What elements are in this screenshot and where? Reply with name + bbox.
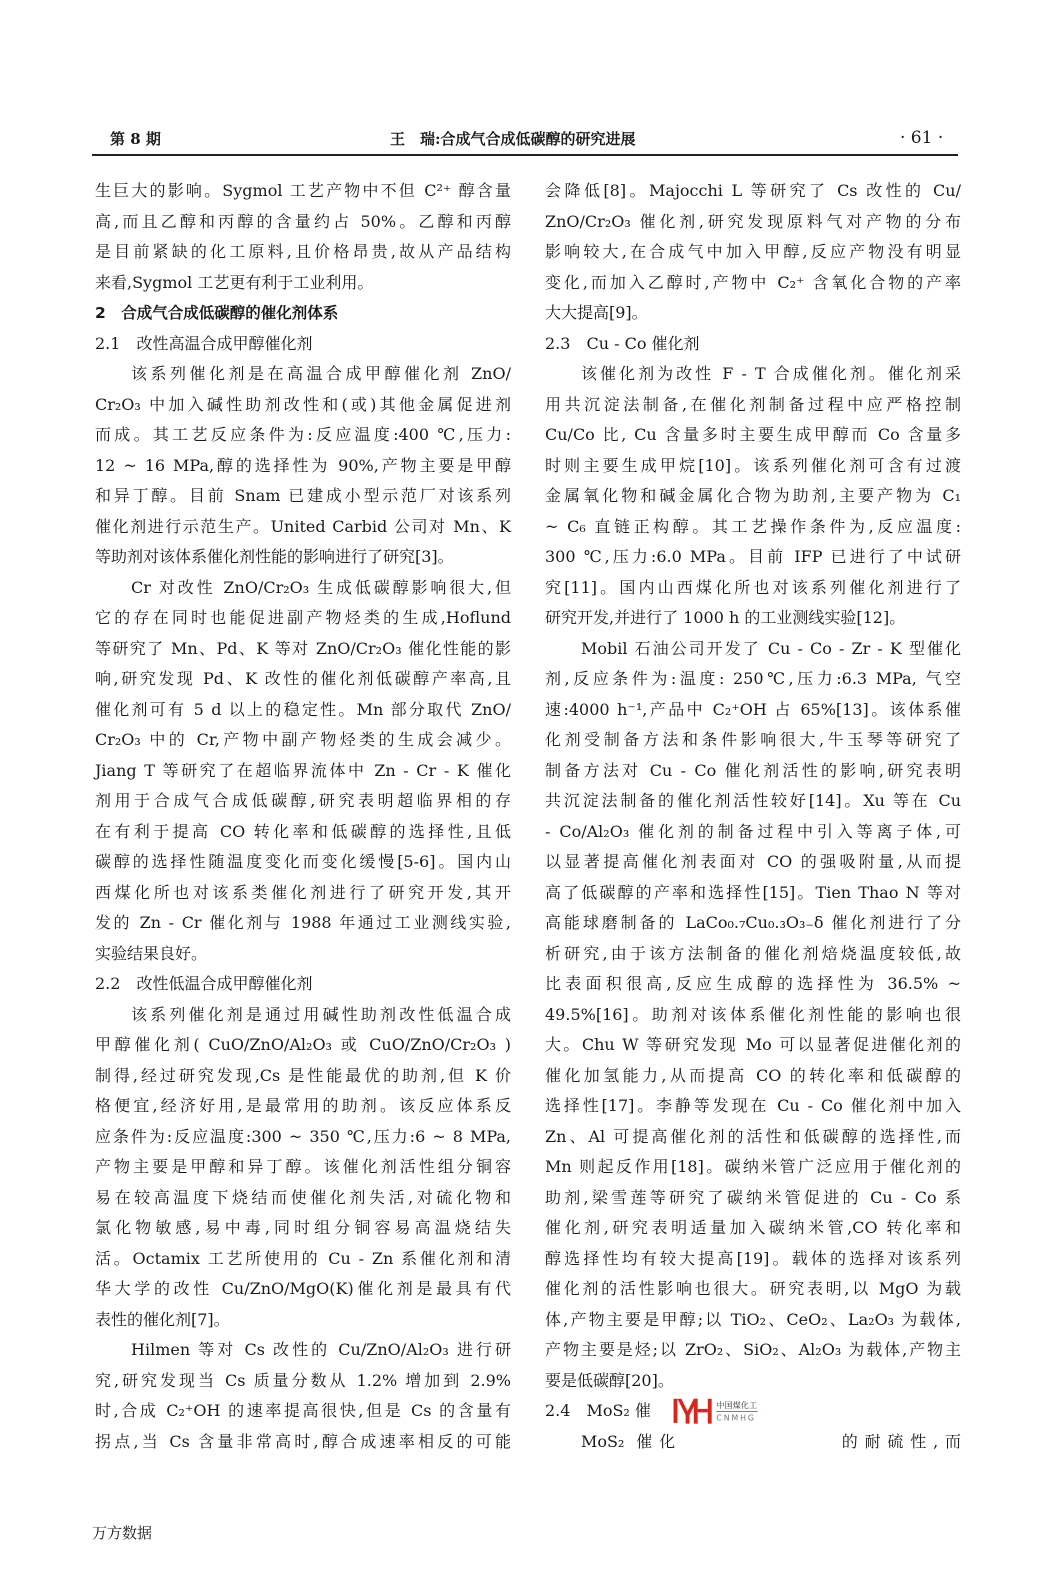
text-line: 12 ~ 16 MPa,醇的选择性为 90%,产物主要是甲醇 xyxy=(95,455,511,475)
section-heading: 2.1 改性高温合成甲醇催化剂 xyxy=(95,333,313,353)
text-line: 生巨大的影响。Sygmol 工艺产物中不但 C²⁺ 醇含量 xyxy=(95,181,511,200)
text-line: 等研究了 Mn、Pd、K 等对 ZnO/Cr₂O₃ 催化性能的影 xyxy=(95,638,511,658)
text-line: 催化剂可有 5 d 以上的稳定性。Mn 部分取代 ZnO/ xyxy=(95,699,511,719)
text-line: 西煤化所也对该系类催化剂进行了研究开发,其开 xyxy=(95,882,511,902)
section-heading: 2 合成气合成低碳醇的催化剂体系 xyxy=(95,304,339,322)
text-line: 会降低[8]。Majocchi L 等研究了 Cs 改性的 Cu/ xyxy=(545,181,961,200)
watermark-cn: 中国煤化工 xyxy=(716,1400,758,1411)
text-line: 剂,反应条件为:温度: 250℃,压力:6.3 MPa, 气空 xyxy=(545,669,961,688)
footer-source: 万方数据 xyxy=(92,1524,153,1542)
text-line: Cu/Co 比, Cu 含量多时主要生成甲醇而 Co 含量多 xyxy=(545,425,961,444)
text-line: ~ C₆ 直链正构醇。其工艺操作条件为,反应温度: xyxy=(545,516,961,536)
section-heading: 2.3 Cu - Co 催化剂 xyxy=(545,333,700,353)
text-line: 高,而且乙醇和丙醇的含量约占 50%。乙醇和丙醇 xyxy=(95,211,511,231)
text-line: 助剂,梁雪莲等研究了碳纳米管促进的 Cu - Co 系 xyxy=(545,1187,961,1207)
text-line: 等助剂对该体系催化剂性能的影响进行了研究[3]。 xyxy=(95,547,454,566)
right-column xyxy=(545,176,961,1457)
text-line: 该系列催化剂是在高温合成甲醇催化剂 ZnO/ xyxy=(131,364,511,383)
text-line: 剂用于合成气合成低碳醇,研究表明超临界相的存 xyxy=(95,791,511,810)
text-line: Cr₂O₃ 中的 Cr,产物中副产物烃类的生成会减少。 xyxy=(95,730,511,749)
text-line: 活。Octamix 工艺所使用的 Cu - Zn 系催化剂和清 xyxy=(95,1248,511,1268)
text-line: 易在较高温度下烧结而使催化剂失活,对硫化物和 xyxy=(95,1187,511,1207)
text-line: 催化剂进行示范生产。United Carbid 公司对 Mn、K xyxy=(95,516,511,536)
left-column xyxy=(95,176,511,1457)
text-line: 发的 Zn - Cr 催化剂与 1988 年通过工业测线实验, xyxy=(95,913,511,932)
section-heading: 2.2 改性低温合成甲醇催化剂 xyxy=(95,974,313,993)
text-line: Cr 对改性 ZnO/Cr₂O₃ 生成低碳醇影响很大,但 xyxy=(131,577,511,597)
text-line: 要是低碳醇[20]。 xyxy=(545,1370,674,1390)
text-line: 催化剂的活性影响也很大。研究表明,以 MgO 为载 xyxy=(545,1279,961,1298)
text-line: 该系列催化剂是通过用碱性助剂改性低温合成 xyxy=(131,1004,511,1024)
text-line: ZnO/Cr₂O₃ 催化剂,研究发现原料气对产物的分布 xyxy=(545,211,961,231)
text-line: 变化,而加入乙醇时,产物中 C₂⁺ 含氧化合物的产率 xyxy=(545,272,961,292)
text-line: 是目前紧缺的化工原料,且价格昂贵,故从产品结构 xyxy=(95,242,511,261)
text-line: 拐点,当 Cs 含量非常高时,醇合成速率相反的可能 xyxy=(95,1431,511,1451)
text-line: 催化加氢能力,从而提高 CO 的转化率和低碳醇的 xyxy=(545,1065,961,1085)
text-line: 制得,经过研究发现,Cs 是性能最优的助剂,但 K 价 xyxy=(95,1065,511,1085)
text-line: 时则主要生成甲烷[10]。该系列催化剂可含有过渡 xyxy=(545,455,961,475)
watermark-en: CNMHG xyxy=(716,1413,756,1423)
text-line: 醇选择性均有较大提高[19]。载体的选择对该系列 xyxy=(545,1248,961,1268)
cnmhg-watermark-logo xyxy=(672,1398,862,1426)
text-line: 实验结果良好。 xyxy=(95,943,208,963)
text-line: 和异丁醇。目前 Snam 已建成小型示范厂对该系列 xyxy=(95,486,511,505)
text-line: 共沉淀法制备的催化剂活性较好[14]。Xu 等在 Cu xyxy=(545,791,961,810)
text-line: 应条件为:反应温度:300 ~ 350 ℃,压力:6 ~ 8 MPa, xyxy=(95,1126,511,1146)
text-line: 时,合成 C₂⁺OH 的速率提高很快,但是 Cs 的含量有 xyxy=(95,1401,511,1420)
text-line: 比表面积很高,反应生成醇的选择性为 36.5% ~ xyxy=(545,974,961,993)
text-line: Hilmen 等对 Cs 改性的 Cu/ZnO/Al₂O₃ 进行研 xyxy=(131,1340,511,1359)
text-line: 速:4000 h⁻¹,产品中 C₂⁺OH 占 65%[13]。该体系催 xyxy=(545,699,961,719)
text-line: 金属氧化物和碱金属化合物为助剂,主要产物为 C₁ xyxy=(545,486,961,505)
text-line: 而成。其工艺反应条件为:反应温度:400 ℃,压力: xyxy=(95,425,511,444)
text-line: 300 ℃,压力:6.0 MPa。目前 IFP 已进行了中试研 xyxy=(545,547,961,566)
text-line: 响,研究发现 Pd、K 改性的催化剂低碳醇产率高,且 xyxy=(95,669,511,688)
text-line: Mn 则起反作用[18]。碳纳米管广泛应用于催化剂的 xyxy=(545,1157,961,1176)
text-line: Cr₂O₃ 中加入碱性助剂改性和(或)其他金属促进剂 xyxy=(95,394,511,414)
text-line: 表性的催化剂[7]。 xyxy=(95,1309,230,1329)
text-line: 产物主要是甲醇和异丁醇。该催化剂活性组分铜容 xyxy=(95,1157,511,1176)
section-heading: 2.4 MoS₂ 催 xyxy=(545,1401,651,1420)
text-line: 华大学的改性 Cu/ZnO/MgO(K)催化剂是最具有代 xyxy=(95,1279,511,1298)
header-rule xyxy=(92,154,958,156)
text-line: 它的存在同时也能促进副产物烃类的生成,Hoflund xyxy=(95,608,511,627)
page-number: · 61 · xyxy=(900,128,944,148)
text-line: 高能球磨制备的 LaCo₀.₇Cu₀.₃O₃₋δ 催化剂进行了分 xyxy=(545,913,961,932)
text-line: Jiang T 等研究了在超临界流体中 Zn - Cr - K 催化 xyxy=(95,760,511,780)
text-line: 大。Chu W 等研究发现 Mo 可以显著促进催化剂的 xyxy=(545,1035,961,1054)
text-line: 高了低碳醇的产率和选择性[15]。Tien Thao N 等对 xyxy=(545,882,961,902)
text-line: 制备方法对 Cu - Co 催化剂活性的影响,研究表明 xyxy=(545,760,961,780)
text-line: 催化剂,研究表明适量加入碳纳米管,CO 转化率和 xyxy=(545,1218,961,1237)
text-line: 在有利于提高 CO 转化率和低碳醇的选择性,且低 xyxy=(95,821,511,841)
text-line: 究,研究发现当 Cs 质量分数从 1.2% 增加到 2.9% xyxy=(95,1370,511,1390)
text-line: 来看,Sygmol 工艺更有利于工业利用。 xyxy=(95,272,374,292)
text-line: 大大提高[9]。 xyxy=(545,303,648,322)
text-line: 产物主要是烃;以 ZrO₂、SiO₂、Al₂O₃ 为载体,产物主 xyxy=(545,1340,961,1359)
text-line: 析研究,由于该方法制备的催化剂焙烧温度较低,故 xyxy=(545,943,961,963)
text-line: Mobil 石油公司开发了 Cu - Co - Zr - K 型催化 xyxy=(581,638,961,658)
text-line: 用共沉淀法制备,在催化剂制备过程中应严格控制 xyxy=(545,394,961,414)
text-line: 该催化剂为改性 F - T 合成催化剂。催化剂采 xyxy=(581,364,961,383)
text-line: 研究开发,并进行了 1000 h 的工业测线实验[12]。 xyxy=(545,608,906,627)
text-line: MoS₂ 催化 的耐硫性,而 xyxy=(581,1431,961,1451)
text-line: 以显著提高催化剂表面对 CO 的强吸附量,从而提 xyxy=(545,852,961,871)
text-line: 影响较大,在合成气中加入甲醇,反应产物没有明显 xyxy=(545,242,961,261)
text-line: 究[11]。国内山西煤化所也对该系列催化剂进行了 xyxy=(545,577,961,597)
text-line: 体,产物主要是甲醇;以 TiO₂、CeO₂、La₂O₃ 为载体, xyxy=(545,1309,961,1329)
text-line: 49.5%[16]。助剂对该体系催化剂性能的影响也很 xyxy=(545,1004,961,1024)
text-line: - Co/Al₂O₃ 催化剂的制备过程中引入等离子体,可 xyxy=(545,821,961,841)
text-line: 碳醇的选择性随温度变化而变化缓慢[5-6]。国内山 xyxy=(95,852,511,871)
issue-number: 第 8 期 xyxy=(110,130,161,148)
text-line: 化剂受制备方法和条件影响很大,牛玉琴等研究了 xyxy=(545,730,961,749)
text-line: Zn、Al 可提高催化剂的活性和低碳醇的选择性,而 xyxy=(545,1126,961,1146)
text-line: 格便宜,经济好用,是最常用的助剂。该反应体系反 xyxy=(95,1096,511,1115)
text-line: 选择性[17]。李静等发现在 Cu - Co 催化剂中加入 xyxy=(545,1096,961,1115)
running-title: 王 瑞:合成气合成低碳醇的研究进展 xyxy=(390,130,636,148)
text-line: 甲醇催化剂( CuO/ZnO/Al₂O₃ 或 CuO/ZnO/Cr₂O₃ ) xyxy=(95,1035,511,1054)
text-line: 氯化物敏感,易中毒,同时组分铜容易高温烧结失 xyxy=(95,1218,511,1237)
